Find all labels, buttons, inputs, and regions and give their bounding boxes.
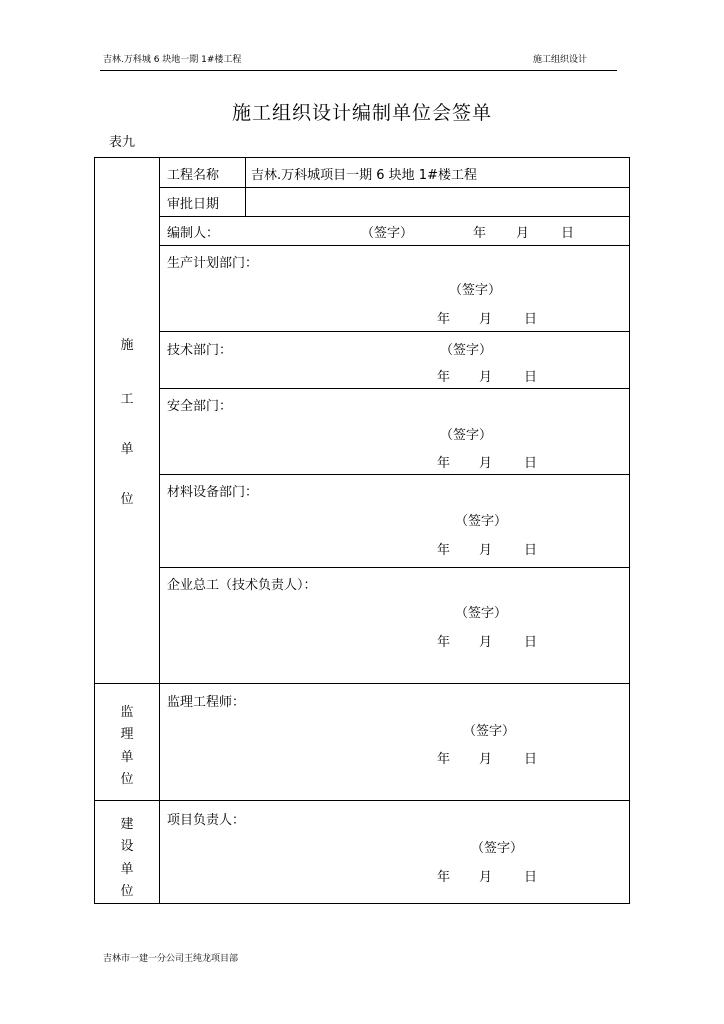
construction-unit-char-4: 位 <box>120 492 134 507</box>
owner-unit-char-4: 位 <box>120 884 134 899</box>
row-divider <box>159 567 629 568</box>
column-divider <box>159 158 160 903</box>
dept-safety-day: 日 <box>524 456 538 471</box>
supervising-engineer-label: 监理工程师： <box>167 695 246 710</box>
supervising-engineer-month: 月 <box>479 752 493 767</box>
header-doc-type: 施工组织设计 <box>533 55 588 65</box>
column-divider <box>245 158 246 216</box>
row-divider <box>159 388 629 389</box>
project-name-value: 吉林.万科城项目一期 6 块地 1#楼工程 <box>251 168 477 183</box>
compiler-year: 年 <box>473 226 487 241</box>
dept-technical-label: 技术部门： <box>167 343 233 358</box>
compiler-label: 编制人： <box>167 226 220 241</box>
project-name-label: 工程名称 <box>167 168 220 183</box>
dept-safety-year: 年 <box>437 456 451 471</box>
supervising-engineer-day: 日 <box>524 752 538 767</box>
owner-unit-char-2: 设 <box>120 839 134 854</box>
row-divider <box>159 245 629 246</box>
dept-materials-label: 材料设备部门： <box>167 485 259 500</box>
dept-production-year: 年 <box>437 312 451 327</box>
supervising-engineer-year: 年 <box>437 752 451 767</box>
construction-unit-char-3: 单 <box>120 442 134 457</box>
owner-unit-char-3: 单 <box>120 862 134 877</box>
row-divider <box>159 331 629 332</box>
supervision-unit-char-3: 单 <box>120 750 134 765</box>
table-number: 表九 <box>109 135 136 150</box>
compiler-sign: （签字） <box>361 226 414 241</box>
compiler-month: 月 <box>516 226 530 241</box>
dept-safety-label: 安全部门： <box>167 399 233 414</box>
page-title: 施工组织设计编制单位会签单 <box>231 102 492 124</box>
dept-safety-month: 月 <box>479 456 493 471</box>
chief-engineer-day: 日 <box>524 635 538 650</box>
dept-technical-day: 日 <box>524 370 538 385</box>
row-divider <box>95 683 629 684</box>
dept-materials-sign: （签字） <box>455 514 508 529</box>
row-divider <box>95 800 629 801</box>
construction-unit-char-2: 工 <box>120 392 134 407</box>
supervision-unit-char-4: 位 <box>120 772 134 787</box>
dept-materials-day: 日 <box>524 543 538 558</box>
project-leader-day: 日 <box>524 870 538 885</box>
row-divider <box>159 187 629 188</box>
approval-date-label: 审批日期 <box>167 197 220 212</box>
dept-safety-sign: （签字） <box>440 428 493 443</box>
dept-materials-month: 月 <box>479 543 493 558</box>
header-project-text: 吉林.万科城 6 块地一期 1#楼工程 <box>103 55 242 65</box>
owner-unit-char-1: 建 <box>120 817 134 832</box>
dept-production-sign: （签字） <box>449 283 502 298</box>
construction-unit-char-1: 施 <box>120 338 134 353</box>
dept-production-day: 日 <box>524 312 538 327</box>
dept-production-month: 月 <box>479 312 493 327</box>
supervising-engineer-sign: （签字） <box>463 724 516 739</box>
project-leader-label: 项目负责人： <box>167 813 246 828</box>
project-leader-sign: （签字） <box>471 841 524 856</box>
project-leader-month: 月 <box>479 870 493 885</box>
chief-engineer-month: 月 <box>479 635 493 650</box>
row-divider <box>159 474 629 475</box>
compiler-day: 日 <box>561 226 575 241</box>
header-rule <box>100 70 617 71</box>
dept-materials-year: 年 <box>437 543 451 558</box>
chief-engineer-label: 企业总工（技术负责人）： <box>167 578 317 593</box>
dept-technical-year: 年 <box>437 370 451 385</box>
chief-engineer-sign: （签字） <box>455 606 508 621</box>
project-leader-year: 年 <box>437 870 451 885</box>
row-divider <box>159 216 629 217</box>
dept-technical-sign: （签字） <box>440 343 493 358</box>
dept-production-label: 生产计划部门： <box>167 256 259 271</box>
countersign-table <box>94 157 630 904</box>
supervision-unit-char-2: 理 <box>120 727 134 742</box>
supervision-unit-char-1: 监 <box>120 705 134 720</box>
footer-text: 吉林市一建一分公司王纯龙项目部 <box>103 954 239 964</box>
chief-engineer-year: 年 <box>437 635 451 650</box>
dept-technical-month: 月 <box>479 370 493 385</box>
